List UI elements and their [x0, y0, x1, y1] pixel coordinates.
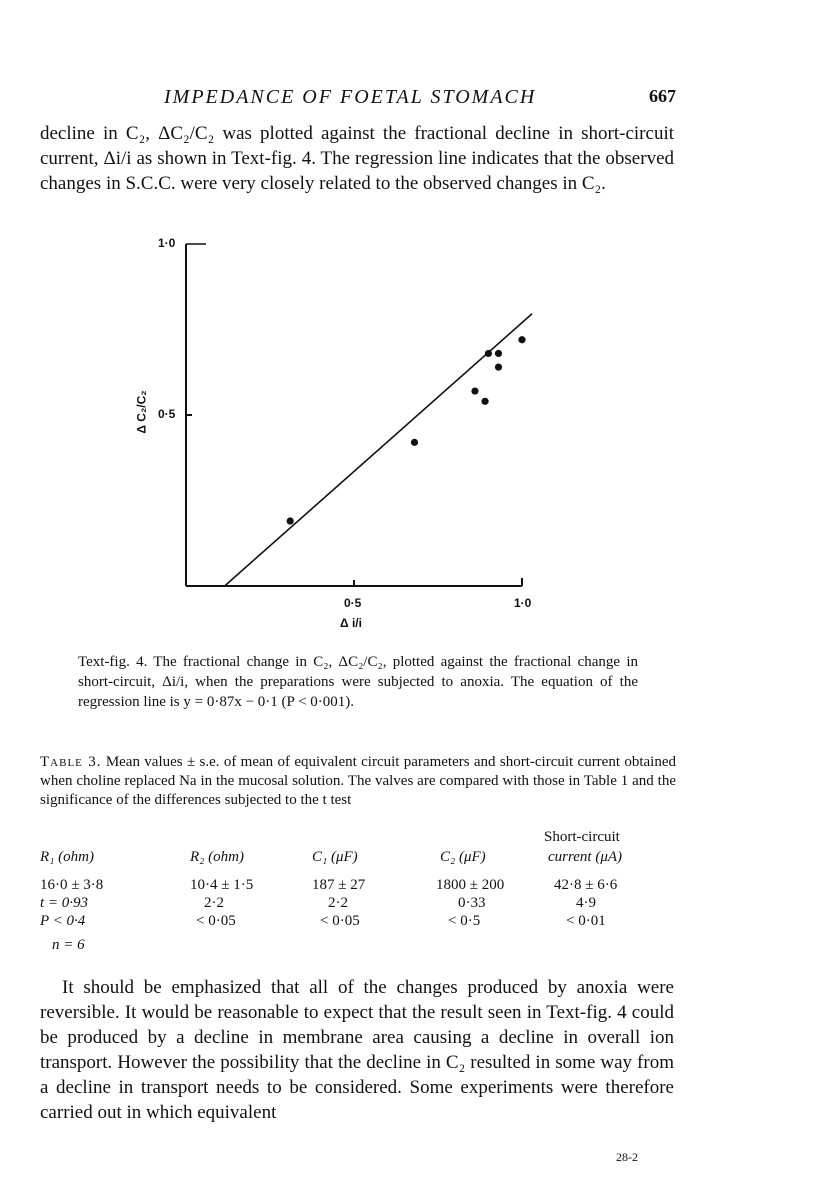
- x-tick-label-mid: 0·5: [344, 596, 362, 610]
- data-point: [411, 439, 418, 446]
- data-point: [518, 336, 525, 343]
- y-tick-label-mid: 0·5: [158, 407, 176, 421]
- body-paragraph-2: [40, 975, 674, 1125]
- table-cell: < 0·05: [196, 913, 236, 929]
- chart-marks: [225, 314, 532, 586]
- data-point: [287, 517, 294, 524]
- figure-caption-text: Text-fig. 4. The fractional change in C₂, ΔC₂/C₂, plotted against the fractional change in short-circuit, Δi/i, when the preparations were subjected to anoxia. The equation of the regression line is y = 0·87x − 0·1 (P < 0·001).: [78, 654, 638, 710]
- table-label: Table 3.: [40, 754, 102, 770]
- data-point: [495, 364, 502, 371]
- text-figure-4: [120, 232, 560, 640]
- table-cell: 42·8 ± 6·6: [554, 877, 618, 893]
- chart-axes: [186, 244, 522, 586]
- data-point: [481, 398, 488, 405]
- paragraph-text: decline in C₂, ΔC₂/C₂ was plotted against the fractional decline in short-circuit current, Δi/i as shown in Text-fig. 4. The regression line indicates that the observed changes in S.C.C. were very closely related to the observed changes in C₂.: [40, 123, 674, 194]
- table-caption: [40, 753, 676, 810]
- table-cell: 10·4 ± 1·5: [190, 877, 254, 893]
- data-table: [40, 828, 680, 958]
- paragraph-text: It should be emphasized that all of the changes produced by anoxia were reversible. It would be reasonable to expect that the result seen in Text-fig. 4 could be produced by a decline in membrane area causing a decline in overall ion transport. However the possibility that the decline in C₂ resulted in some way from a decline in transport needs to be considered. Some experiments were therefore carried out in which equivalent: [40, 977, 674, 1123]
- folio-signature: 28-2: [616, 1150, 638, 1164]
- table-cell: 2·2: [204, 895, 224, 911]
- table-cell: 0·33: [458, 895, 486, 911]
- table-cell: 187 ± 27: [312, 877, 366, 893]
- scatter-chart: [120, 232, 560, 640]
- page-number: 667: [649, 86, 676, 106]
- x-axis-label: Δ i/i: [340, 616, 362, 630]
- table-cell: < 0·05: [320, 913, 360, 929]
- y-axis-label: Δ C₂/C₂: [134, 390, 149, 434]
- y-tick-label-top: 1·0: [158, 236, 176, 250]
- table-cell: < 0·01: [566, 913, 606, 929]
- table-cell: P < 0·4: [40, 913, 86, 929]
- running-head: [40, 86, 676, 112]
- data-point: [471, 387, 478, 394]
- table-header-r2: R₂ (ohm): [190, 849, 244, 865]
- table-n-note: n = 6: [52, 937, 85, 953]
- table-cell: < 0·5: [448, 913, 481, 929]
- table-header-c2: C₂ (μF): [440, 849, 486, 865]
- table-cell: 4·9: [576, 895, 596, 911]
- table-caption-text: Mean values ± s.e. of mean of equivalent circuit parameters and short-circuit current obtained when choline replaced Na in the mucosal solution. The valves are compared with those in Table 1 and the significance of the differences subjected to the t test: [40, 754, 676, 808]
- table-cell: 16·0 ± 3·8: [40, 877, 104, 893]
- table-header-r1: R₁ (ohm): [40, 849, 94, 865]
- table-cell: 2·2: [328, 895, 348, 911]
- table-cell: 1800 ± 200: [436, 877, 505, 893]
- table-cell: t = 0·93: [40, 895, 89, 911]
- table-header-scc-line2: current (μA): [548, 849, 623, 865]
- table-header-c1: C₁ (μF): [312, 849, 358, 865]
- x-tick-label-right: 1·0: [514, 596, 532, 610]
- running-head-title: IMPEDANCE OF FOETAL STOMACH: [164, 86, 537, 108]
- data-point: [485, 350, 492, 357]
- data-point: [495, 350, 502, 357]
- body-paragraph-1: [40, 121, 674, 196]
- table-header-scc-line1: Short-circuit: [544, 829, 620, 845]
- figure-caption: [78, 652, 638, 712]
